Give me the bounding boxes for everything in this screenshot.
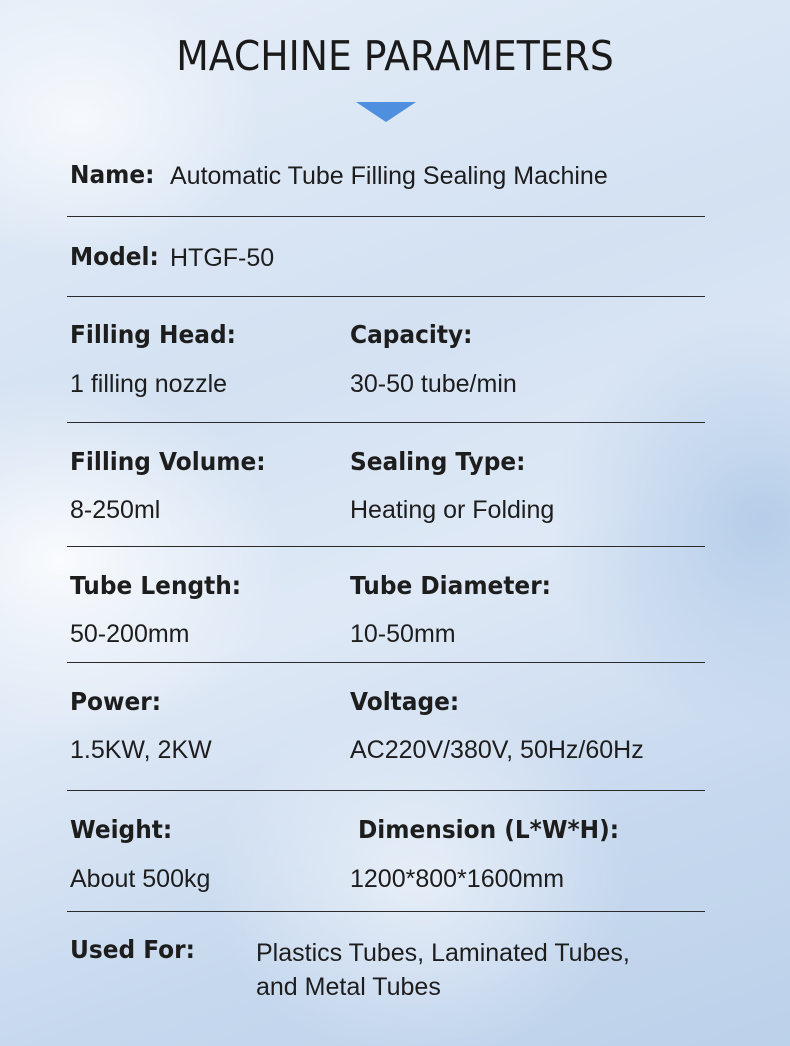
sealing-type-label: Sealing Type: — [350, 447, 526, 476]
filling-head-value: 1 filling nozzle — [70, 370, 228, 398]
divider — [67, 296, 705, 297]
capacity-value: 30-50 tube/min — [350, 370, 517, 398]
divider — [67, 422, 705, 423]
name-value: Automatic Tube Filling Sealing Machine — [170, 162, 608, 190]
down-arrow-icon — [356, 102, 416, 122]
used-for-label: Used For: — [70, 935, 195, 964]
filling-head-label: Filling Head: — [70, 320, 236, 349]
sealing-type-value: Heating or Folding — [350, 496, 555, 524]
tube-length-label: Tube Length: — [70, 571, 242, 600]
power-value: 1.5KW, 2KW — [70, 736, 212, 764]
model-label: Model: — [70, 242, 159, 271]
capacity-label: Capacity: — [350, 320, 473, 349]
dimension-value: 1200*800*1600mm — [350, 865, 565, 893]
dimension-label: Dimension (L*W*H): — [358, 815, 620, 844]
voltage-label: Voltage: — [350, 687, 460, 716]
tube-length-value: 50-200mm — [70, 620, 190, 648]
voltage-value: AC220V/380V, 50Hz/60Hz — [350, 736, 644, 764]
model-value: HTGF-50 — [170, 244, 275, 272]
divider — [67, 911, 705, 912]
filling-volume-value: 8-250ml — [70, 496, 161, 524]
filling-volume-label: Filling Volume: — [70, 447, 266, 476]
power-label: Power: — [70, 687, 162, 716]
used-for-value-line2: and Metal Tubes — [256, 973, 441, 1001]
tube-diameter-label: Tube Diameter: — [350, 571, 551, 600]
divider — [67, 216, 705, 217]
tube-diameter-value: 10-50mm — [350, 620, 456, 648]
weight-value: About 500kg — [70, 865, 211, 893]
weight-label: Weight: — [70, 815, 173, 844]
name-label: Name: — [70, 160, 155, 189]
used-for-value-line1: Plastics Tubes, Laminated Tubes, — [256, 939, 630, 967]
divider — [67, 790, 705, 791]
divider — [67, 662, 705, 663]
page-title: MACHINE PARAMETERS — [176, 32, 614, 80]
divider — [67, 546, 705, 547]
